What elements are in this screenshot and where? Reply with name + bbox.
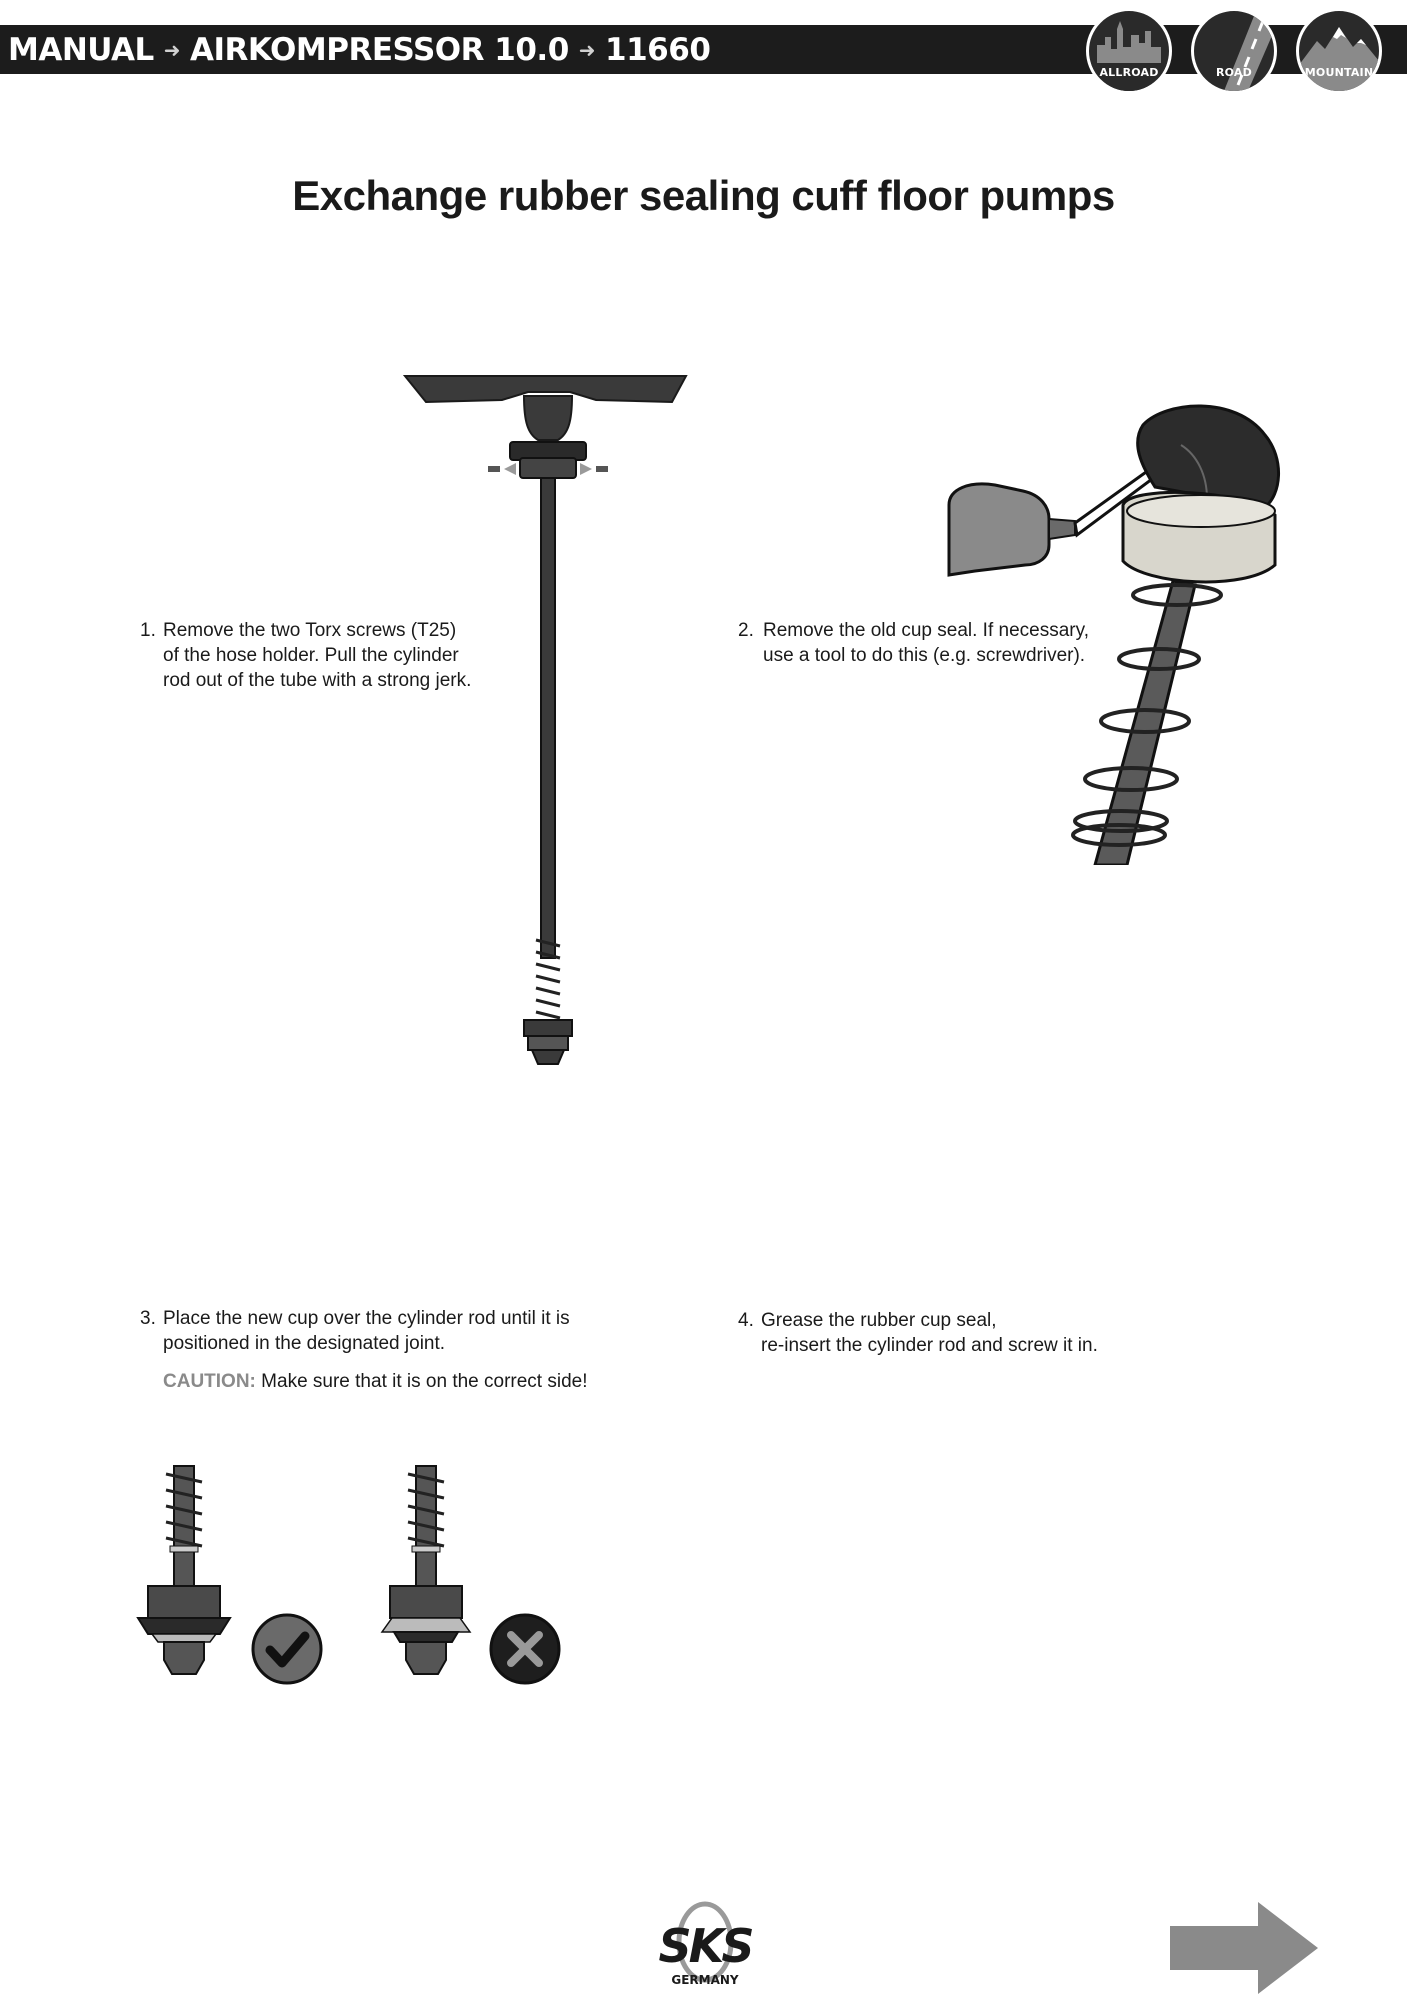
cup-placement-illustration (130, 1460, 570, 1690)
step-line: use a tool to do this (e.g. screwdriver). (763, 645, 1086, 666)
badge-label: MOUNTAIN (1304, 66, 1374, 79)
step-number: 1. (140, 620, 156, 641)
cylinder-rod-illustration (400, 370, 700, 1080)
logo-text: SKS (658, 1919, 752, 1973)
breadcrumb (8, 25, 710, 74)
step-3 (140, 1306, 587, 1394)
badge-label: ALLROAD (1099, 66, 1159, 79)
cross-icon (491, 1615, 559, 1683)
step-line: Place the new cup over the cylinder rod until it is (163, 1308, 570, 1329)
step-line: of the hose holder. Pull the cylinder (163, 645, 459, 666)
badge-label: ROAD (1216, 66, 1252, 79)
caution-note (163, 1369, 587, 1394)
logo-subtext: GERMANY (671, 1973, 739, 1987)
step-number: 3. (140, 1308, 156, 1329)
sks-logo (640, 1900, 770, 1990)
right-arrow-icon: ➜ (578, 37, 596, 62)
step-4 (738, 1308, 1098, 1358)
step-number: 4. (738, 1310, 754, 1331)
allroad-badge[interactable] (1086, 8, 1172, 94)
next-page-arrow-icon[interactable] (1168, 1900, 1322, 1996)
road-icon (1194, 11, 1274, 91)
check-icon (253, 1615, 321, 1683)
step-line: Grease the rubber cup seal, (761, 1310, 997, 1331)
step-line: re-insert the cylinder rod and screw it in. (761, 1335, 1098, 1356)
step-line: Remove the old cup seal. If necessary, (763, 620, 1089, 641)
right-arrow-icon: ➜ (163, 37, 181, 62)
step-line: rod out of the tube with a strong jerk. (163, 670, 472, 691)
city-skyline-icon (1089, 11, 1169, 91)
breadcrumb-manual[interactable]: MANUAL (8, 31, 154, 68)
caution-text: Make sure that it is on the correct side! (261, 1371, 588, 1392)
step-2 (738, 618, 1089, 668)
caution-label: CAUTION: (163, 1371, 256, 1392)
road-badge[interactable] (1191, 8, 1277, 94)
correct-cup-placement (138, 1466, 230, 1674)
step-number: 2. (738, 620, 754, 641)
step-1 (140, 618, 471, 693)
breadcrumb-product[interactable]: AIRKOMPRESSOR 10.0 (190, 31, 569, 68)
incorrect-cup-placement (382, 1466, 470, 1674)
mountain-icon (1299, 11, 1379, 91)
page-title: Exchange rubber sealing cuff floor pumps (292, 172, 1115, 219)
mountain-badge[interactable] (1296, 8, 1382, 94)
step-line: positioned in the designated joint. (163, 1333, 446, 1354)
step-line: Remove the two Torx screws (T25) (163, 620, 457, 641)
breadcrumb-article-number[interactable]: 11660 (605, 31, 711, 68)
